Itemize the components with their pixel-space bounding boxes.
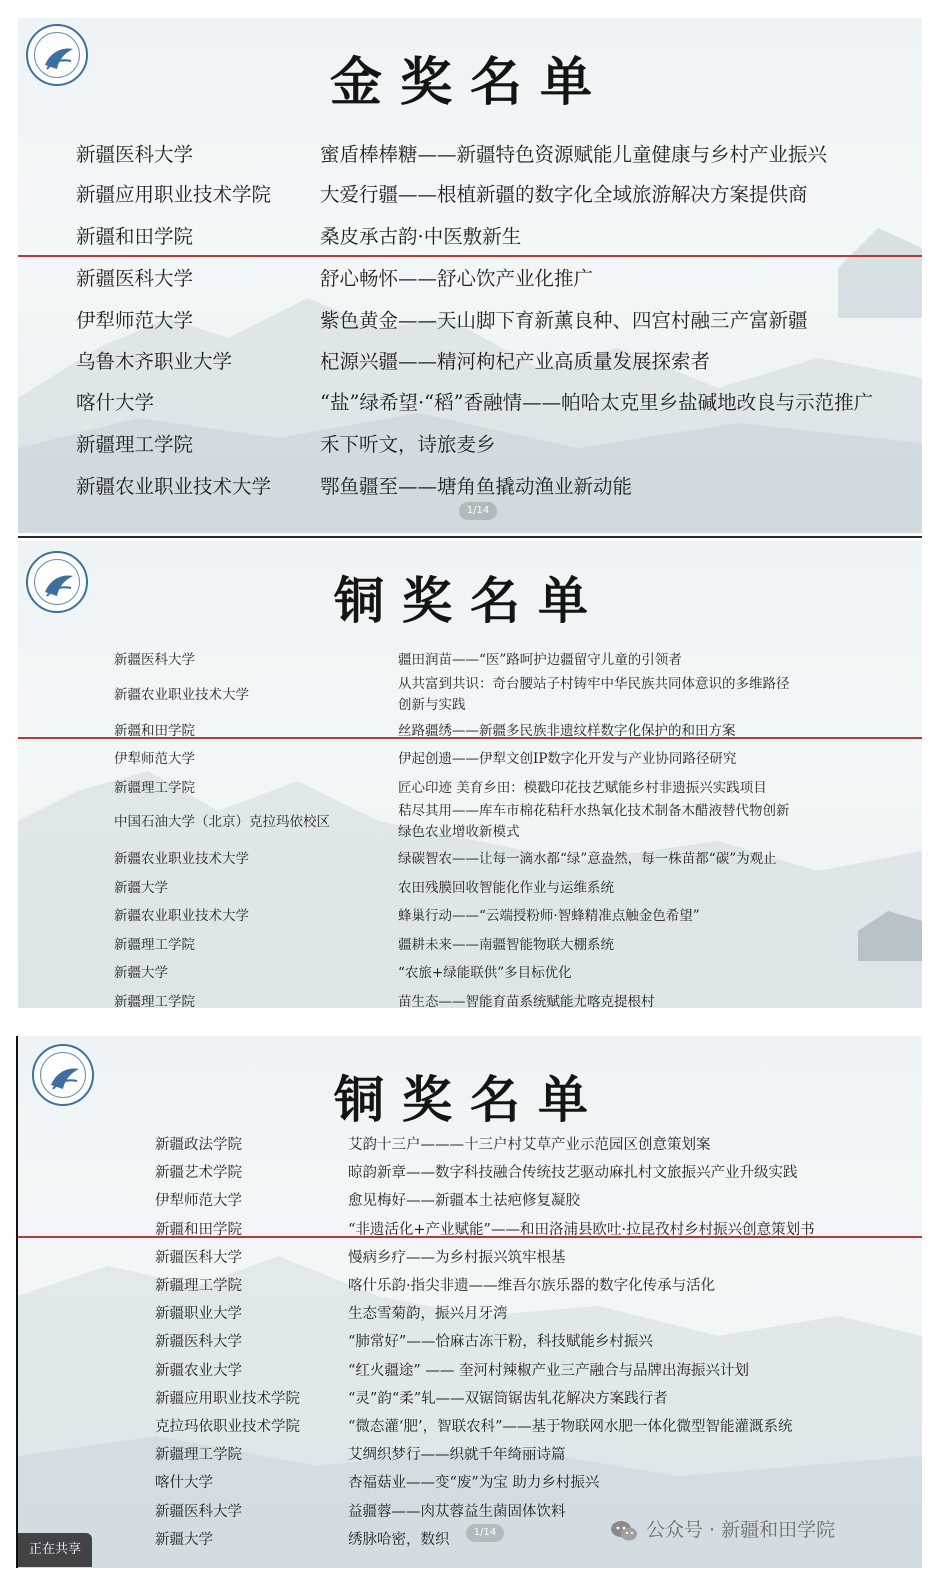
project-name: 绣脉哈密，数织 <box>348 1532 450 1548</box>
school-name: 新疆农业职业技术大学 <box>114 851 249 867</box>
project-name: 蜂巢行动——“云端授粉师·智蜂精准点触金色希望” <box>398 908 700 924</box>
school-name: 新疆和田学院 <box>76 225 194 248</box>
award-row <box>18 961 922 983</box>
school-name: 新疆应用职业技术学院 <box>76 183 272 206</box>
award-row <box>18 1330 922 1354</box>
award-row <box>18 1359 922 1383</box>
school-name: 新疆理工学院 <box>76 433 194 456</box>
project-name: “盐”绿希望·“稻”香融情——帕哈太克里乡盐碱地改良与示范推广 <box>320 391 874 414</box>
project-name: “农旅+绿能联供”多目标优化 <box>398 965 572 981</box>
page-title: 铜奖名单 <box>334 1070 606 1129</box>
project-name: 益疆蓉——肉苁蓉益生菌固体饮料 <box>348 1504 566 1520</box>
school-name: 伊犁师范大学 <box>114 751 195 767</box>
slide-gold-award <box>18 18 922 533</box>
project-name: 创新与实践 <box>398 697 466 713</box>
award-row <box>18 429 922 459</box>
school-name: 新疆医科大学 <box>155 1504 242 1520</box>
award-row <box>18 1387 922 1411</box>
page-title: 铜奖名单 <box>334 571 606 630</box>
school-name: 新疆农业职业技术大学 <box>114 908 249 924</box>
school-name: 新疆医科大学 <box>155 1250 242 1266</box>
school-name: 中国石油大学（北京）克拉玛依校区 <box>114 813 330 830</box>
award-row <box>18 346 922 376</box>
award-row <box>18 1161 922 1185</box>
watermark-text: 公众号 · 新疆和田学院 <box>646 1519 836 1541</box>
slide-bronze-award-1 <box>18 541 922 1008</box>
award-row <box>18 876 922 898</box>
project-name: 喀什乐韵·指尖非遗——维吾尔族乐器的数字化传承与活化 <box>348 1278 716 1294</box>
project-name: 秸尽其用——库车市棉花秸秆水热氧化技术制备木醋液替代物创新 <box>398 803 790 819</box>
project-name: 绿碳智农——让每一滴水都“绿”意盎然，每一株苗都“碳”为观止 <box>398 851 777 867</box>
school-name: 新疆和田学院 <box>114 723 195 739</box>
slide-bronze-award-2 <box>18 1036 922 1568</box>
award-row <box>18 799 922 840</box>
project-name: 绿色农业增收新模式 <box>398 824 520 840</box>
school-name: 新疆政法学院 <box>155 1137 242 1153</box>
award-row <box>18 179 922 209</box>
award-row <box>18 1443 922 1467</box>
project-name: “灵”韵“柔”轧——双锯筒锯齿轧花解决方案践行者 <box>348 1391 668 1407</box>
award-row <box>18 305 922 335</box>
project-name: 艾绸织梦行——织就千年绮丽诗篇 <box>348 1447 566 1463</box>
award-row <box>18 719 922 741</box>
school-name: 喀什大学 <box>155 1475 213 1491</box>
project-name: 杏福菇业——变“废”为宝 助力乡村振兴 <box>348 1475 600 1491</box>
school-name: 新疆农业大学 <box>155 1363 242 1379</box>
project-name: 舒心畅怀——舒心饮产业化推广 <box>320 267 594 290</box>
project-name: 疆耕未来——南疆智能物联大棚系统 <box>398 937 614 953</box>
school-name: 乌鲁木齐职业大学 <box>76 350 233 373</box>
award-row <box>18 933 922 955</box>
school-name: 新疆医科大学 <box>155 1334 242 1350</box>
project-name: 鄂鱼疆至——塘角鱼撬动渔业新动能 <box>320 475 633 498</box>
award-row <box>18 648 922 670</box>
school-name: 新疆大学 <box>114 965 168 981</box>
school-name: 伊犁师范大学 <box>155 1193 242 1209</box>
award-row <box>18 263 922 293</box>
award-row <box>18 1302 922 1326</box>
award-row <box>18 221 922 251</box>
project-name: 匠心印迹 美育乡田：模戳印花技艺赋能乡村非遗振兴实践项目 <box>398 780 767 796</box>
award-row <box>18 139 922 169</box>
project-name: 紫色黄金——天山脚下育新薰良种、四宫村融三产富新疆 <box>320 309 808 332</box>
award-row <box>18 1415 922 1439</box>
project-name: 生态雪菊韵，振兴月牙湾 <box>348 1306 508 1322</box>
school-name: 喀什大学 <box>76 391 155 414</box>
project-name: 晾韵新章——数字科技融合传统技艺驱动麻扎村文旅振兴产业升级实践 <box>348 1165 798 1181</box>
school-name: 新疆农业职业技术大学 <box>114 686 249 703</box>
award-row <box>18 776 922 798</box>
project-name: 苗生态——智能育苗系统赋能尤喀克提根村 <box>398 994 655 1008</box>
award-row <box>18 847 922 869</box>
school-name: 新疆医科大学 <box>76 267 194 290</box>
page-indicator: 1/14 <box>466 1524 504 1542</box>
award-row <box>18 1218 922 1242</box>
project-name: 疆田润苗——“医”路呵护边疆留守儿童的引领者 <box>398 652 682 668</box>
award-row <box>18 990 922 1008</box>
award-row <box>18 471 922 501</box>
screen-sharing-badge[interactable]: 正在共享 <box>18 1533 92 1567</box>
project-name: 慢病乡疗——为乡村振兴筑牢根基 <box>348 1250 566 1266</box>
project-name: “肺常好”——恰麻古冻干粉，科技赋能乡村振兴 <box>348 1334 653 1350</box>
wechat-icon <box>610 1519 638 1543</box>
project-name: 桑皮承古韵·中医敷新生 <box>320 225 522 248</box>
project-name: 农田残膜回收智能化作业与运维系统 <box>398 880 614 896</box>
school-name: 新疆理工学院 <box>114 780 195 796</box>
school-name: 新疆理工学院 <box>114 937 195 953</box>
award-row <box>18 1133 922 1157</box>
project-name: 大爱行疆——根植新疆的数字化全域旅游解决方案提供商 <box>320 183 808 206</box>
school-name: 新疆大学 <box>114 880 168 896</box>
slide-separator <box>18 536 922 538</box>
school-name: 克拉玛依职业技术学院 <box>155 1419 300 1435</box>
award-row <box>18 1189 922 1213</box>
award-row <box>18 1274 922 1298</box>
school-name: 新疆医科大学 <box>76 143 194 166</box>
project-name: 禾下听文，诗旅麦乡 <box>320 433 496 456</box>
school-name: 新疆艺术学院 <box>155 1165 242 1181</box>
wechat-watermark <box>610 1513 835 1547</box>
school-name: 新疆职业大学 <box>155 1306 242 1322</box>
project-name: 伊起创遗——伊犁文创IP数字化开发与产业协同路径研究 <box>398 751 737 767</box>
school-name: 新疆理工学院 <box>114 994 195 1008</box>
award-row <box>18 1246 922 1270</box>
project-name: “非遗活化+产业赋能”——和田洛浦县欧吐·拉昆孜村乡村振兴创意策划书 <box>348 1222 815 1238</box>
project-name: 从共富到共识：奇台腰站子村铸牢中华民族共同体意识的多维路径 <box>398 676 790 692</box>
school-name: 新疆医科大学 <box>114 652 195 668</box>
project-name: “红火疆途” —— 奎河村辣椒产业三产融合与品牌出海振兴计划 <box>348 1363 750 1379</box>
award-row <box>18 672 922 713</box>
award-row <box>18 1471 922 1495</box>
school-name: 新疆理工学院 <box>155 1278 242 1294</box>
project-name: 丝路疆绣——新疆多民族非遗纹样数字化保护的和田方案 <box>398 723 736 739</box>
project-name: 艾韵十三户———十三户村艾草产业示范园区创意策划案 <box>348 1137 711 1153</box>
school-name: 伊犁师范大学 <box>76 309 194 332</box>
red-divider <box>18 255 922 257</box>
school-name: 新疆理工学院 <box>155 1447 242 1463</box>
school-name: 新疆应用职业技术学院 <box>155 1391 300 1407</box>
project-name: “微态灌‘肥’，智联农科”——基于物联网水肥一体化微型智能灌溉系统 <box>348 1419 793 1435</box>
award-row <box>18 387 922 417</box>
school-name: 新疆大学 <box>155 1532 213 1548</box>
project-name: 杞源兴疆——精河枸杞产业高质量发展探索者 <box>320 350 711 373</box>
award-row <box>18 747 922 769</box>
school-name: 新疆农业职业技术大学 <box>76 475 272 498</box>
school-name: 新疆和田学院 <box>155 1222 242 1238</box>
project-name: 蜜盾棒棒糖——新疆特色资源赋能儿童健康与乡村产业振兴 <box>320 143 828 166</box>
award-row <box>18 904 922 926</box>
page-indicator: 1/14 <box>459 502 497 520</box>
project-name: 愈见梅好——新疆本土祛疤修复凝胶 <box>348 1193 580 1209</box>
page-title: 金奖名单 <box>329 52 610 113</box>
